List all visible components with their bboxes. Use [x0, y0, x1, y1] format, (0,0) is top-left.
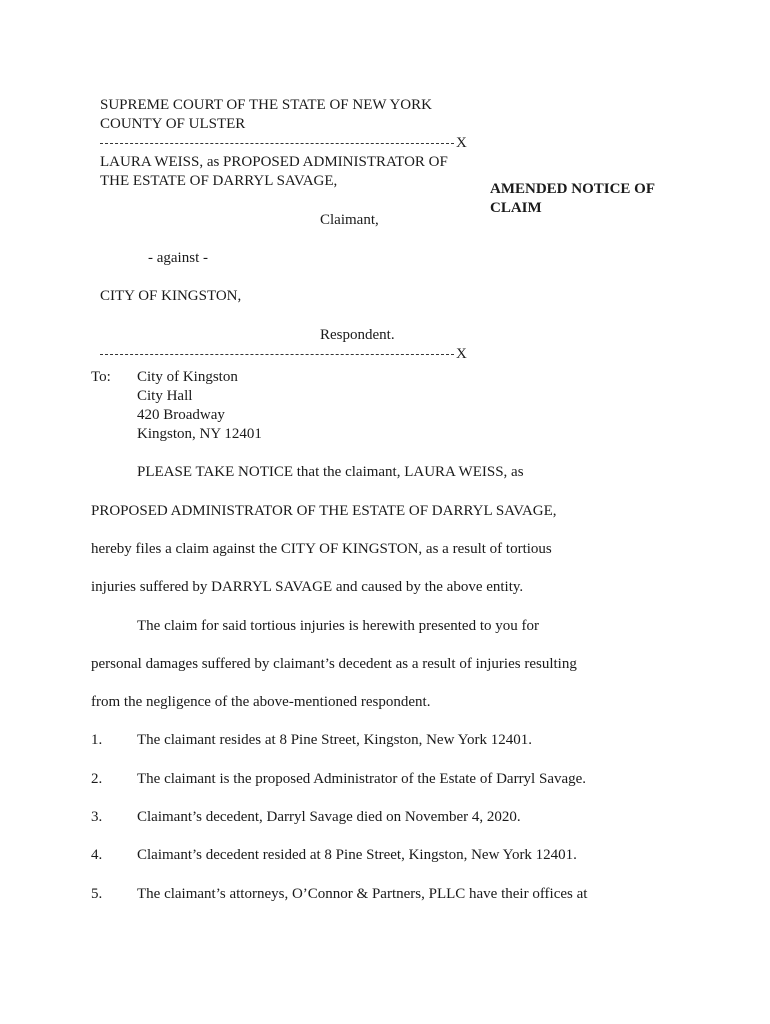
caption-divider-top — [100, 143, 454, 144]
caption-divider-bottom — [100, 354, 454, 355]
document-title-line2: CLAIM — [490, 200, 542, 216]
county-name: COUNTY OF ULSTER — [100, 116, 246, 132]
item-number: 1. — [91, 732, 103, 748]
respondent-name: CITY OF KINGSTON, — [100, 288, 242, 304]
caption-x-bottom: X — [456, 346, 467, 362]
item-text: Claimant’s decedent resided at 8 Pine Street, Kingston, New York 12401. — [137, 847, 577, 863]
caption-x-top: X — [456, 135, 467, 151]
to-address-line: Kingston, NY 12401 — [137, 426, 262, 442]
claimant-name-line2: THE ESTATE OF DARRYL SAVAGE, — [100, 173, 338, 189]
body-line: PLEASE TAKE NOTICE that the claimant, LAURA WEISS, as — [137, 464, 524, 480]
item-text: The claimant resides at 8 Pine Street, Kingston, New York 12401. — [137, 732, 532, 748]
body-line: injuries suffered by DARRYL SAVAGE and caused by the above entity. — [91, 579, 524, 595]
body-line: PROPOSED ADMINISTRATOR OF THE ESTATE OF DARRYL SAVAGE, — [91, 503, 557, 519]
body-line: hereby files a claim against the CITY OF KINGSTON, as a result of tortious — [91, 541, 552, 557]
item-number: 5. — [91, 886, 103, 902]
body-line: The claim for said tortious injuries is herewith presented to you for — [137, 618, 539, 634]
to-address-line: City of Kingston — [137, 369, 238, 385]
document-title-line1: AMENDED NOTICE OF — [490, 181, 656, 197]
item-text: The claimant is the proposed Administrator of the Estate of Darryl Savage. — [137, 771, 587, 787]
body-line: personal damages suffered by claimant’s decedent as a result of injuries resulting — [91, 656, 577, 672]
item-text: Claimant’s decedent, Darryl Savage died on November 4, 2020. — [137, 809, 521, 825]
respondent-role: Respondent. — [320, 327, 395, 343]
item-number: 3. — [91, 809, 103, 825]
to-label: To: — [91, 369, 111, 385]
claimant-role: Claimant, — [320, 212, 379, 228]
claimant-name-line1: LAURA WEISS, as PROPOSED ADMINISTRATOR OF — [100, 154, 448, 170]
against-label: - against - — [148, 250, 208, 266]
body-line: from the negligence of the above-mentioned respondent. — [91, 694, 431, 710]
item-text: The claimant’s attorneys, O’Connor & Partners, PLLC have their offices at — [137, 886, 588, 902]
to-address-line: 420 Broadway — [137, 407, 225, 423]
item-number: 4. — [91, 847, 103, 863]
to-address-line: City Hall — [137, 388, 193, 404]
court-name: SUPREME COURT OF THE STATE OF NEW YORK — [100, 97, 432, 113]
item-number: 2. — [91, 771, 103, 787]
